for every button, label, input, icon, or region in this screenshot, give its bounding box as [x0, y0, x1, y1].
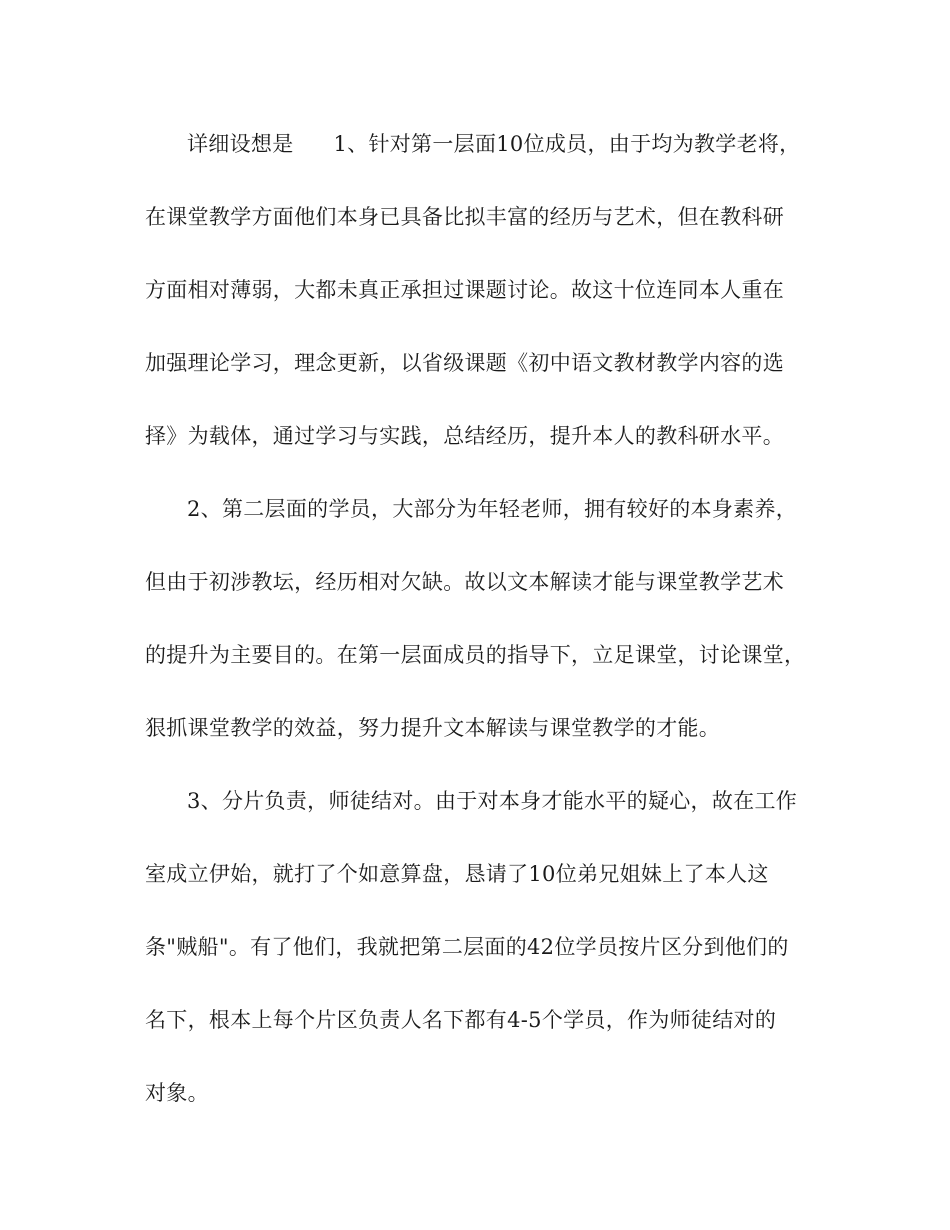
paragraph-3-line-3: 条"贼船"。有了他们，我就把第二层面的42位学员按片区分到他们的	[145, 935, 789, 959]
paragraph-1-line-1	[187, 126, 827, 162]
paragraph-1-line-3: 方面相对薄弱，大都未真正承担过课题讨论。故这十位连同本人重在	[145, 278, 784, 302]
paragraph-1-point-1: 1、针对第一层面10位成员，由于均为教学老将，	[333, 132, 801, 156]
paragraph-1-line-2: 在课堂教学方面他们本身已具备比拟丰富的经历与艺术，但在教科研	[145, 205, 784, 229]
paragraph-3-line-5: 对象。	[145, 1081, 209, 1105]
paragraph-1-line-4: 加强理论学习，理念更新，以省级课题《初中语文教材教学内容的选	[145, 351, 784, 375]
paragraph-1-lead: 详细设想是	[187, 132, 294, 156]
paragraph-2-line-1: 2、第二层面的学员，大部分为年轻老师，拥有较好的本身素养，	[187, 497, 798, 521]
paragraph-2-line-2: 但由于初涉教坛，经历相对欠缺。故以文本解读才能与课堂教学艺术	[145, 570, 784, 594]
paragraph-3-line-2: 室成立伊始，就打了个如意算盘，恳请了10位弟兄姐妹上了本人这	[145, 862, 769, 886]
paragraph-1-line-5: 择》为载体，通过学习与实践，总结经历，提升本人的教科研水平。	[145, 424, 784, 448]
paragraph-3-line-4: 名下，根本上每个片区负责人名下都有4-5个学员，作为师徒结对的	[145, 1008, 777, 1032]
paragraph-2-line-4: 狠抓课堂教学的效益，努力提升文本解读与课堂教学的才能。	[145, 716, 721, 740]
paragraph-3-line-1: 3、分片负责，师徒结对。由于对本身才能水平的疑心，故在工作	[187, 789, 798, 813]
paragraph-2-line-3: 的提升为主要目的。在第一层面成员的指导下，立足课堂，讨论课堂，	[145, 643, 806, 667]
